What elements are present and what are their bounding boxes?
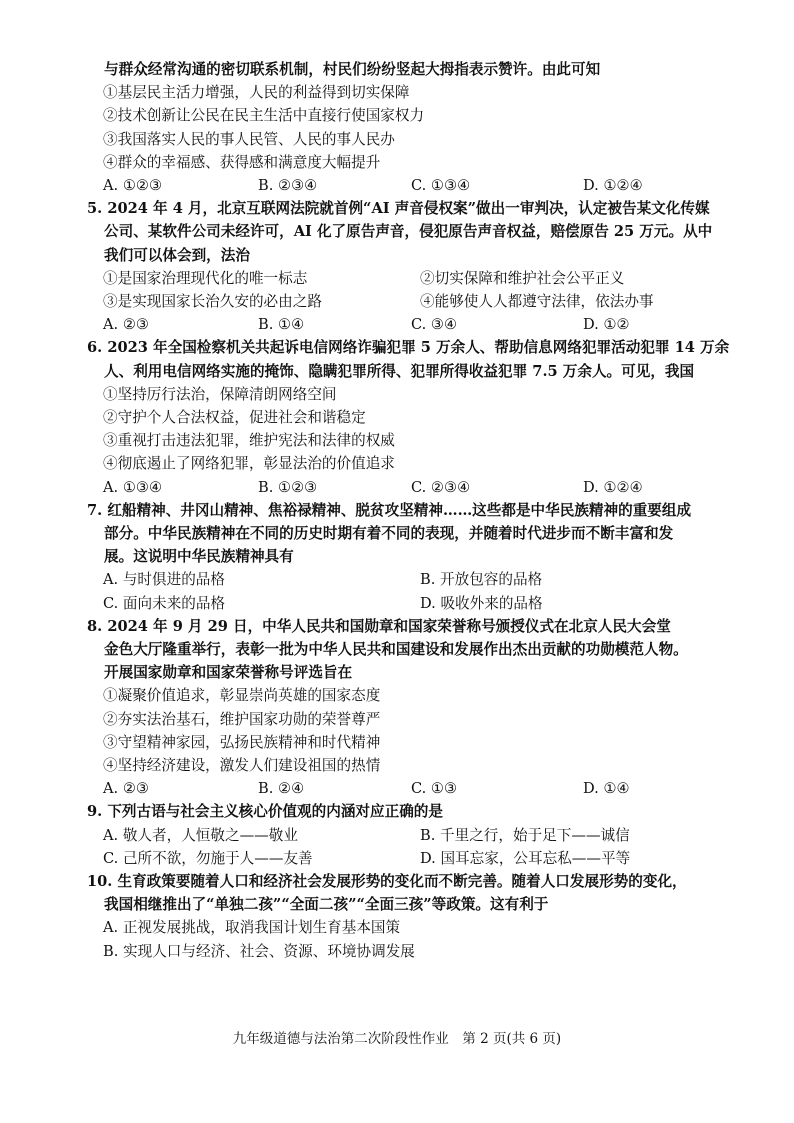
q9-options-row-2 bbox=[0, 847, 794, 870]
q6-item-2: ②守护个人合法权益，促进社会和谐稳定 bbox=[103, 408, 366, 426]
q4-option-b[interactable]: B. ②③④ bbox=[258, 177, 318, 195]
q8-option-d[interactable]: D. ①④ bbox=[583, 780, 630, 798]
q5-option-a[interactable]: A. ②③ bbox=[103, 316, 149, 334]
q8-options bbox=[0, 777, 794, 800]
q4-option-c[interactable]: C. ①③④ bbox=[411, 177, 471, 195]
q8-option-b[interactable]: B. ②④ bbox=[258, 780, 305, 798]
q8-stem-line-1: 8. 2024 年 9 月 29 日，中华人民共和国勋章和国家荣誉称号颁授仪式在北京人民大会堂 bbox=[87, 617, 671, 635]
q8-item-2: ②夯实法治基石，维护国家功勋的荣誉尊严 bbox=[103, 710, 381, 728]
page-content bbox=[0, 58, 794, 963]
q5-stem-line-2: 公司、某软件公司未经许可，AI 化了原告声音，侵犯原告声音权益，赔偿原告 25 万元。从中 bbox=[104, 223, 713, 241]
q9-option-d[interactable]: D. 国耳忘家，公耳忘私——平等 bbox=[420, 849, 631, 867]
q5-item-2: ②切实保障和维护社会公平正义 bbox=[420, 269, 625, 287]
q4-continuation: 与群众经常沟通的密切联系机制，村民们纷纷竖起大拇指表示赞许。由此可知 bbox=[104, 61, 601, 78]
q7-stem-line-1: 7. 红船精神、井冈山精神、焦裕禄精神、脱贫攻坚精神……这些都是中华民族精神的重要组成 bbox=[87, 501, 692, 519]
q8-option-c[interactable]: C. ①③ bbox=[411, 780, 458, 798]
q5-stem-line-3: 我们可以体会到，法治 bbox=[104, 246, 250, 264]
q5-options bbox=[0, 313, 794, 336]
q7-option-b[interactable]: B. 开放包容的品格 bbox=[420, 571, 543, 589]
q9-stem-line-1: 9. 下列古语与社会主义核心价值观的内涵对应正确的是 bbox=[87, 803, 443, 821]
q9-option-b[interactable]: B. 千里之行，始于足下——诚信 bbox=[420, 826, 630, 844]
q5-item-4: ④能够使人人都遵守法律，依法办事 bbox=[420, 293, 654, 310]
q6-stem-line-2: 人、利用电信网络实施的掩饰、隐瞒犯罪所得、犯罪所得收益犯罪 7.5 万余人。可见，我国 bbox=[104, 362, 695, 380]
q4-option-a[interactable]: A. ①②③ bbox=[103, 177, 163, 195]
q9-option-c[interactable]: C. 己所不欲，勿施于人——友善 bbox=[103, 849, 313, 867]
q5-items-row-1 bbox=[0, 267, 794, 290]
q6-option-d[interactable]: D. ①②④ bbox=[583, 478, 643, 496]
q4-item-3: ③我国落实人民的事人民管、人民的事人民办 bbox=[103, 130, 395, 148]
q7-stem-line-2: 部分。中华民族精神在不同的历史时期有着不同的表现，并随着时代进步而不断丰富和发 bbox=[104, 524, 674, 542]
q6-option-a[interactable]: A. ①③④ bbox=[103, 478, 163, 496]
q8-item-4: ④坚持经济建设，激发人们建设祖国的热情 bbox=[103, 756, 381, 774]
q6-item-4: ④彻底遏止了网络犯罪，彰显法治的价值追求 bbox=[103, 455, 395, 473]
q7-option-d[interactable]: D. 吸收外来的品格 bbox=[420, 594, 543, 612]
q10-stem-line-2: 我国相继推出了“单独二孩”“全面二孩”“全面三孩”等政策。这有利于 bbox=[104, 896, 549, 914]
q6-item-1: ①坚持厉行法治，保障清朗网络空间 bbox=[103, 385, 337, 403]
q10-option-a[interactable]: A. 正视发展挑战，取消我国计划生育基本国策 bbox=[103, 919, 401, 937]
q4-option-d[interactable]: D. ①②④ bbox=[583, 177, 643, 195]
q5-items-row-2 bbox=[0, 290, 794, 313]
q7-options-row-2 bbox=[0, 592, 794, 615]
q7-stem-line-3: 展。这说明中华民族精神具有 bbox=[104, 548, 294, 566]
q5-option-c[interactable]: C. ③④ bbox=[411, 316, 458, 334]
q4-item-2: ②技术创新让公民在民主生活中直接行使国家权力 bbox=[103, 107, 425, 125]
q4-item-1: ①基层民主活力增强，人民的利益得到切实保障 bbox=[103, 84, 410, 102]
q4-item-4: ④群众的幸福感、获得感和满意度大幅提升 bbox=[103, 153, 381, 171]
q7-option-a[interactable]: A. 与时俱进的品格 bbox=[103, 571, 225, 589]
q7-option-c[interactable]: C. 面向未来的品格 bbox=[103, 594, 226, 612]
q9-options-row-1 bbox=[0, 824, 794, 847]
q7-options-row-1 bbox=[0, 568, 794, 591]
q8-item-1: ①凝聚价值追求，彰显崇尚英雄的国家态度 bbox=[103, 687, 381, 705]
q5-option-d[interactable]: D. ①② bbox=[583, 316, 630, 334]
q8-item-3: ③守望精神家园，弘扬民族精神和时代精神 bbox=[103, 733, 381, 751]
q9-option-a[interactable]: A. 敬人者，人恒敬之——敬业 bbox=[103, 826, 298, 844]
page-footer: 九年级道德与法治第二次阶段性作业 第 2 页(共 6 页) bbox=[232, 1031, 562, 1047]
q4-options bbox=[0, 174, 794, 197]
q10-option-b[interactable]: B. 实现人口与经济、社会、资源、环境协调发展 bbox=[103, 942, 415, 960]
q8-stem-line-3: 开展国家勋章和国家荣誉称号评选旨在 bbox=[104, 664, 353, 682]
q5-item-1: ①是国家治理现代化的唯一标志 bbox=[103, 269, 308, 287]
q6-option-b[interactable]: B. ①②③ bbox=[258, 478, 318, 496]
q10-stem-line-1: 10. 生育政策要随着人口和经济社会发展形势的变化而不断完善。随着人口发展形势的变化， bbox=[87, 872, 687, 890]
q5-option-b[interactable]: B. ①④ bbox=[258, 316, 305, 334]
q8-stem-line-2: 金色大厅隆重举行，表彰一批为中华人民共和国建设和发展作出杰出贡献的功勋模范人物。 bbox=[104, 640, 688, 658]
q6-options bbox=[0, 476, 794, 499]
q5-stem-line-1: 5. 2024 年 4 月，北京互联网法院就首例“AI 声音侵权案”做出一审判决，认定被告某文化传媒 bbox=[87, 200, 710, 218]
q6-stem-line-1: 6. 2023 年全国检察机关共起诉电信网络诈骗犯罪 5 万余人、帮助信息网络犯罪活动犯罪 14 万余 bbox=[87, 339, 730, 357]
q6-item-3: ③重视打击违法犯罪，维护宪法和法律的权威 bbox=[103, 432, 395, 450]
q5-item-3: ③是实现国家长治久安的必由之路 bbox=[103, 293, 322, 310]
q8-option-a[interactable]: A. ②③ bbox=[103, 780, 149, 798]
q6-option-c[interactable]: C. ②③④ bbox=[411, 478, 471, 496]
